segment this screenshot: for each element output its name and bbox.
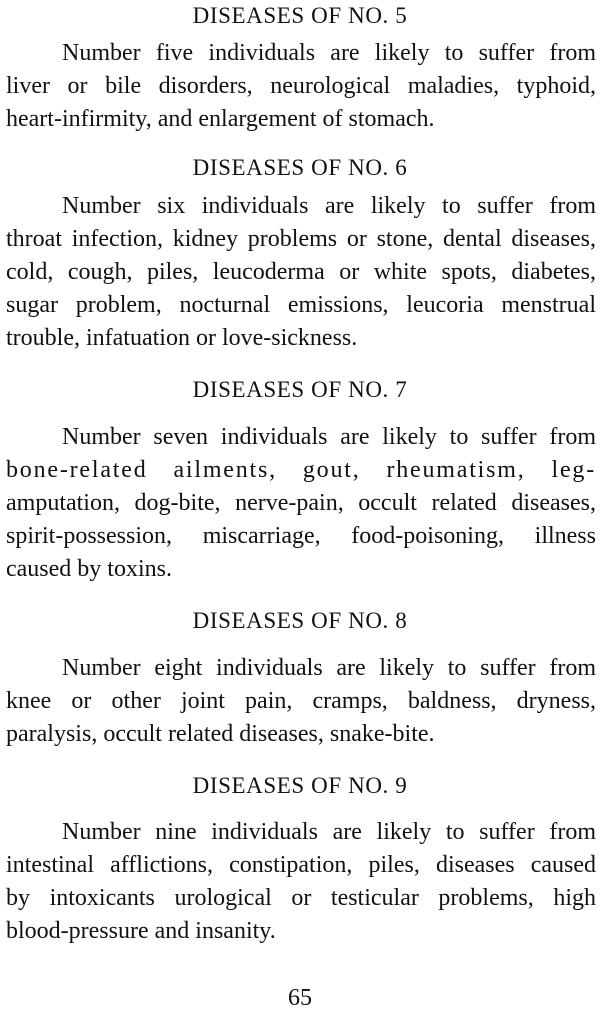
- paragraph-line: heart-infirmity, and enlargement of stomach.: [6, 106, 435, 132]
- paragraph-no-8: [6, 652, 596, 751]
- paragraph-line: Number five individuals are likely to suffer from: [62, 40, 596, 66]
- paragraph-line: knee or other joint pain, cramps, baldness, dryness,: [6, 688, 596, 714]
- paragraph-no-6: [6, 190, 596, 355]
- paragraph-line: paralysis, occult related diseases, snake-bite.: [6, 721, 435, 747]
- section-heading-no-5: DISEASES OF NO. 5: [192, 3, 408, 28]
- paragraph-line: cold, cough, piles, leucoderma or white spots, diabetes,: [6, 259, 596, 285]
- paragraph-line: bone-related ailments, gout, rheumatism, leg-: [6, 457, 596, 483]
- paragraph-line: trouble, infatuation or love-sickness.: [6, 325, 358, 351]
- section-heading-no-7: DISEASES OF NO. 7: [192, 377, 408, 402]
- paragraph-line: amputation, dog-bite, nerve-pain, occult related diseases,: [6, 490, 596, 516]
- paragraph-line: spirit-possession, miscarriage, food-poisoning, illness: [6, 523, 596, 549]
- section-heading-no-6: DISEASES OF NO. 6: [192, 155, 408, 180]
- paragraph-line: Number nine individuals are likely to suffer from: [62, 819, 596, 845]
- paragraph-no-7: [6, 421, 596, 586]
- paragraph-no-5: [6, 37, 596, 136]
- paragraph-line: sugar problem, nocturnal emissions, leucoria menstrual: [6, 292, 596, 318]
- section-heading-no-8: DISEASES OF NO. 8: [192, 608, 408, 633]
- paragraph-line: by intoxicants urological or testicular problems, high: [6, 885, 596, 911]
- paragraph-line: throat infection, kidney problems or stone, dental diseases,: [6, 226, 596, 252]
- paragraph-line: intestinal afflictions, constipation, piles, diseases caused: [6, 852, 596, 878]
- paragraph-line: blood-pressure and insanity.: [6, 918, 276, 944]
- paragraph-line: Number seven individuals are likely to suffer from: [62, 424, 596, 450]
- paragraph-no-9: [6, 816, 596, 948]
- paragraph-line: caused by toxins.: [6, 556, 172, 582]
- section-heading-no-9: DISEASES OF NO. 9: [192, 773, 408, 798]
- page-number: 65: [288, 985, 312, 1011]
- paragraph-line: liver or bile disorders, neurological maladies, typhoid,: [6, 73, 596, 99]
- paragraph-line: Number eight individuals are likely to suffer from: [62, 655, 596, 681]
- paragraph-line: Number six individuals are likely to suffer from: [62, 193, 596, 219]
